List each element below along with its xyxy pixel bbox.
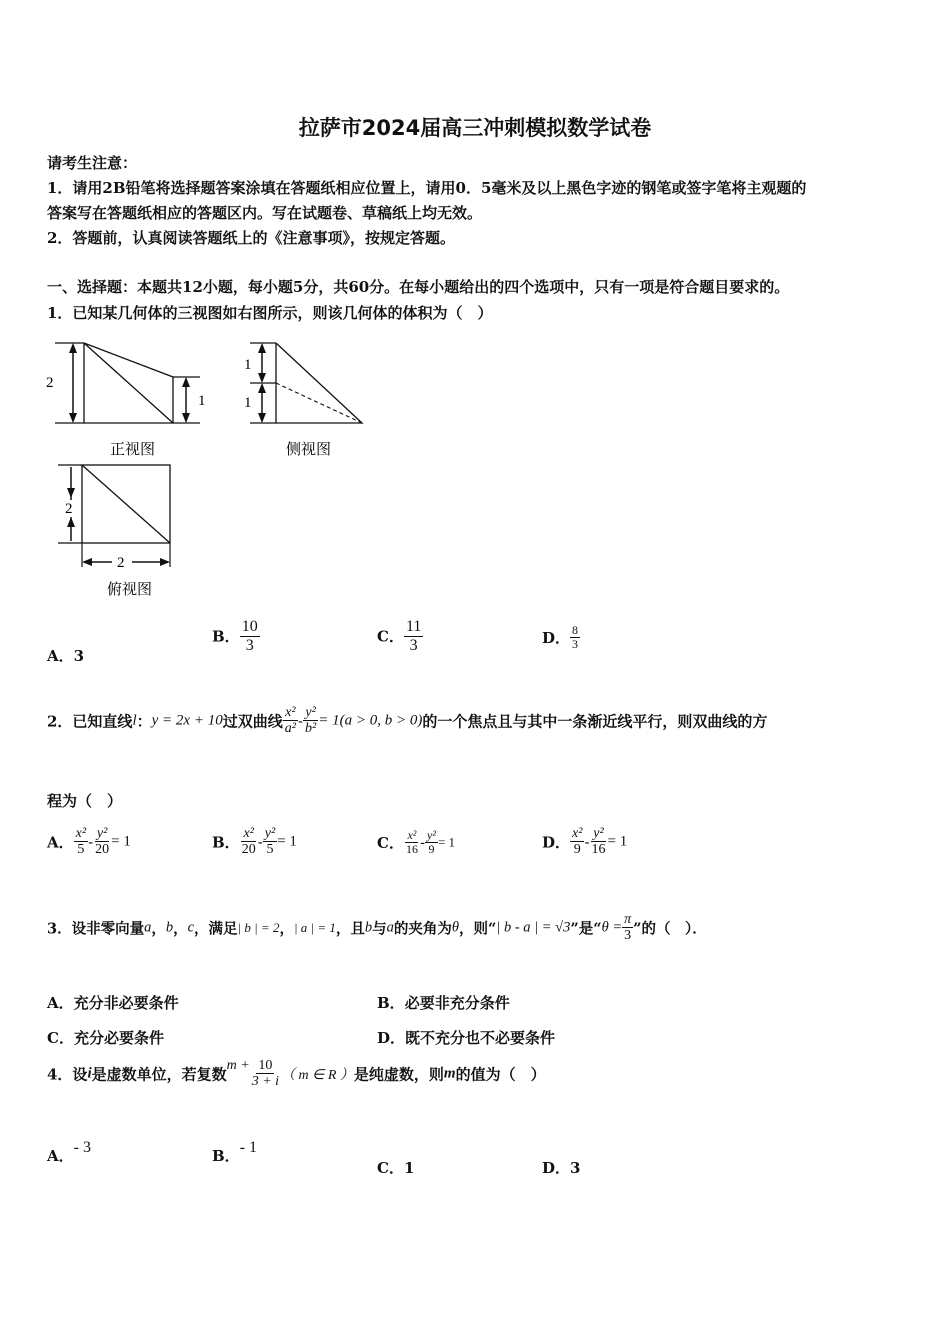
q2-option-d[interactable]: D． $\frac{\text{x²}}{9}$ - $\frac{\text{y²}}{16}$ = 1: [542, 826, 628, 858]
side-b-label: 1: [244, 395, 252, 411]
notice-line-1: 1．请用2B铅笔将选择题答案涂填在答题纸相应位置上，请用0．5毫米及以上黑色字迹的钢笔或签字笔将主观题的: [47, 179, 807, 197]
side-view: [244, 343, 362, 458]
q2-option-a[interactable]: A． $\frac{\text{x²}}{5}$ - $\frac{\text{y²}}{20}$ = 1: [47, 826, 131, 858]
front-view-label: 正视图: [110, 442, 156, 458]
notice-line-3: 2．答题前，认真阅读答题纸上的《注意事项》，按规定答题。: [47, 229, 455, 247]
top-height-label: 2: [65, 501, 73, 517]
q4-option-d[interactable]: D．3: [542, 1159, 581, 1177]
q3-option-c[interactable]: C．充分必要条件: [47, 1029, 164, 1047]
question-4-stem: 4．设i是虚数单位，若复数m + $\frac{10}{3 + i}$ （ m ∈ R ）是纯虚数，则m的值为（ ）: [47, 1058, 546, 1090]
q2-option-b[interactable]: B． $\frac{\text{x²}}{20}$ - $\frac{\text{y²}}{5}$ = 1: [212, 826, 297, 858]
q3-option-a[interactable]: A．充分非必要条件: [47, 994, 179, 1012]
front-height-label: 2: [46, 375, 54, 391]
q3-option-b[interactable]: B．必要非充分条件: [377, 994, 510, 1012]
question-2-stem: 2．已知直线l：y = 2x + 10过双曲线 $\frac{\text{x²}}{\text{a²}}$ - $\frac{\text{y²}}{\text{b²}}$ = 1(a > 0, b > 0)的一个焦点且与其中一条渐近线平行，则双曲线的方: [47, 705, 768, 737]
q2-option-c[interactable]: C． $\frac{\text{x²}}{16}$ - $\frac{\text{y²}}{9}$ = 1: [377, 828, 456, 857]
page-title: 拉萨市2024届高三冲刺模拟数学试卷: [298, 116, 652, 140]
top-view: [58, 465, 170, 598]
q3-option-d[interactable]: D．既不充分也不必要条件: [377, 1029, 556, 1047]
q1-option-c[interactable]: C． $\frac{11}{3}$: [377, 618, 422, 654]
q4-option-a[interactable]: A．- 3: [47, 1139, 91, 1165]
notice-line-2: 答案写在答题纸相应的答题区内。写在试题卷、草稿纸上均无效。: [47, 204, 483, 222]
side-view-label: 侧视图: [286, 442, 332, 458]
q4-option-c[interactable]: C．1: [377, 1159, 415, 1177]
notice-heading: 请考生注意：: [47, 154, 138, 172]
front-height2-label: 1: [198, 393, 206, 409]
question-3-stem: 3．设非零向量a，b，c，满足| b | = 2，| a | = 1，且b与a的夹角为θ，则“| b - a | = √3”是“θ = $\frac{\pi}{3}$ ”的（ ）．: [47, 912, 707, 944]
front-view: [46, 343, 206, 458]
section-heading: 一、选择题：本题共12小题，每小题5分，共60分。在每小题给出的四个选项中，只有一项是符合题目要求的。: [47, 278, 790, 296]
top-view-label: 俯视图: [107, 582, 153, 598]
q1-option-d[interactable]: D． $\frac{8}{3}$: [542, 623, 579, 652]
question-1-stem: 1．已知某几何体的三视图如右图所示，则该几何体的体积为（ ）: [47, 304, 493, 322]
q4-option-b[interactable]: B．- 1: [212, 1139, 258, 1165]
question-2-line2: 程为（ ）: [47, 792, 123, 810]
q1-option-b[interactable]: B． $\frac{10}{3}$: [212, 618, 258, 654]
side-a-label: 1: [244, 357, 252, 373]
three-view-figure: [40, 335, 380, 605]
top-width-label: 2: [117, 555, 125, 571]
q1-option-a[interactable]: A．3: [47, 647, 85, 665]
